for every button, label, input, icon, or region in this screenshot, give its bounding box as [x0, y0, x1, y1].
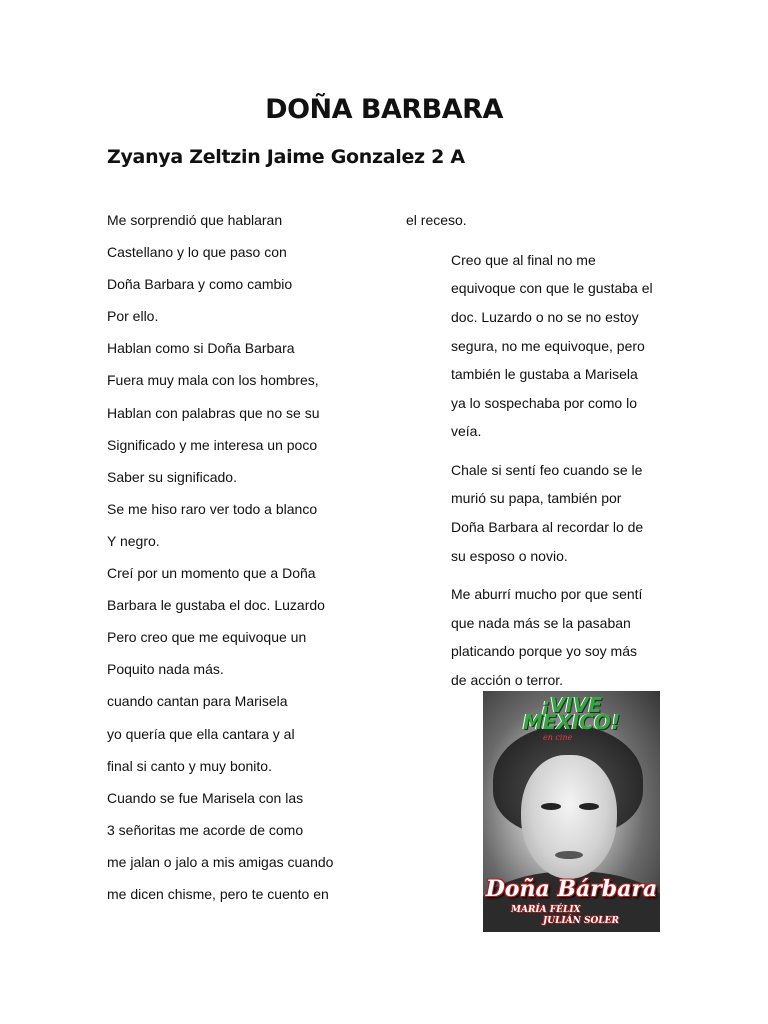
movie-poster-image — [483, 691, 660, 932]
poster-banner-line: MEXICO! — [522, 710, 621, 734]
poster-actor: JULIÁN SOLER — [543, 916, 619, 926]
text-line: Barbara le gustaba el doc. Luzardo — [107, 597, 325, 614]
text-line: 3 señoritas me acorde de como — [107, 821, 304, 838]
text-line: me jalan o jalo a mis amigas cuando — [107, 853, 334, 870]
text-line: yo quería que ella cantara y al — [107, 725, 295, 742]
text-line: su esposo o novio. — [451, 547, 568, 564]
text-line: Cuando se fue Marisela con las — [107, 789, 304, 806]
text-line: Doña Barbara al recordar lo de — [451, 518, 644, 535]
left-column — [107, 204, 397, 910]
text-line: también le gustaba a Marisela — [451, 366, 638, 383]
page-title: DOÑA BARBARA — [265, 94, 503, 125]
text-line: Por ello. — [107, 308, 159, 325]
poster-banner — [483, 693, 660, 734]
text-line: Me sorprendió que hablaran — [107, 212, 283, 228]
text-line: Significado y me interesa un poco — [107, 436, 318, 453]
text-line: de acción o terror. — [451, 671, 564, 688]
text-line: Me aburrí mucho por que sentí — [451, 585, 643, 602]
text-line: Se me hiso raro ver todo a blanco — [107, 500, 318, 517]
text-line: platicando porque yo soy más — [451, 643, 637, 660]
poster-eye — [541, 803, 561, 810]
text-line: final si canto y muy bonito. — [107, 757, 272, 774]
poster-actor: MARÍA FÉLIX — [511, 905, 581, 915]
text-line: segura, no me equivoque, pero — [451, 337, 645, 354]
text-line: Saber su significado. — [107, 468, 237, 485]
poster-banner-line: ¡VIVE — [540, 693, 603, 717]
text-line: Creí por un momento que a Doña — [107, 565, 316, 582]
text-line: me dicen chisme, pero te cuento en — [107, 885, 329, 902]
text-line: Doña Barbara y como cambio — [107, 276, 293, 293]
text-line: Castellano y lo que paso con — [107, 244, 287, 261]
poster-lips — [555, 851, 583, 859]
text-line: Creo que al final no me — [451, 251, 596, 268]
continuation-line: el receso. — [406, 212, 467, 228]
text-line: doc. Luzardo o no se no estoy — [451, 308, 639, 325]
poster-credits — [511, 905, 651, 927]
text-line: que nada más se la pasaban — [451, 614, 631, 631]
poster-eye — [579, 803, 599, 810]
text-line: ya lo sospechaba por como lo — [451, 394, 637, 411]
text-line: Y negro. — [107, 532, 160, 549]
author-line: Zyanya Zeltzin Jaime Gonzalez 2 A — [107, 146, 465, 168]
text-line: Hablan con palabras que no se su — [107, 404, 320, 421]
text-line: Fuera muy mala con los hombres, — [107, 372, 319, 389]
right-column — [451, 236, 681, 704]
poster-banner-sub: en cine — [543, 733, 573, 742]
text-line: equivoque con que le gustaba el — [451, 280, 653, 297]
poster-movie-title: Doña Bárbara — [485, 876, 658, 902]
text-line: Hablan como si Doña Barbara — [107, 340, 295, 357]
text-line: Pero creo que me equivoque un — [107, 629, 307, 646]
text-line: Poquito nada más. — [107, 661, 224, 678]
text-line: cuando cantan para Marisela — [107, 693, 288, 710]
poster-face — [521, 755, 617, 879]
text-line: Chale si sentí feo cuando se le — [451, 461, 643, 478]
text-line: murió su papa, también por — [451, 490, 622, 507]
text-line: veía. — [451, 423, 482, 440]
